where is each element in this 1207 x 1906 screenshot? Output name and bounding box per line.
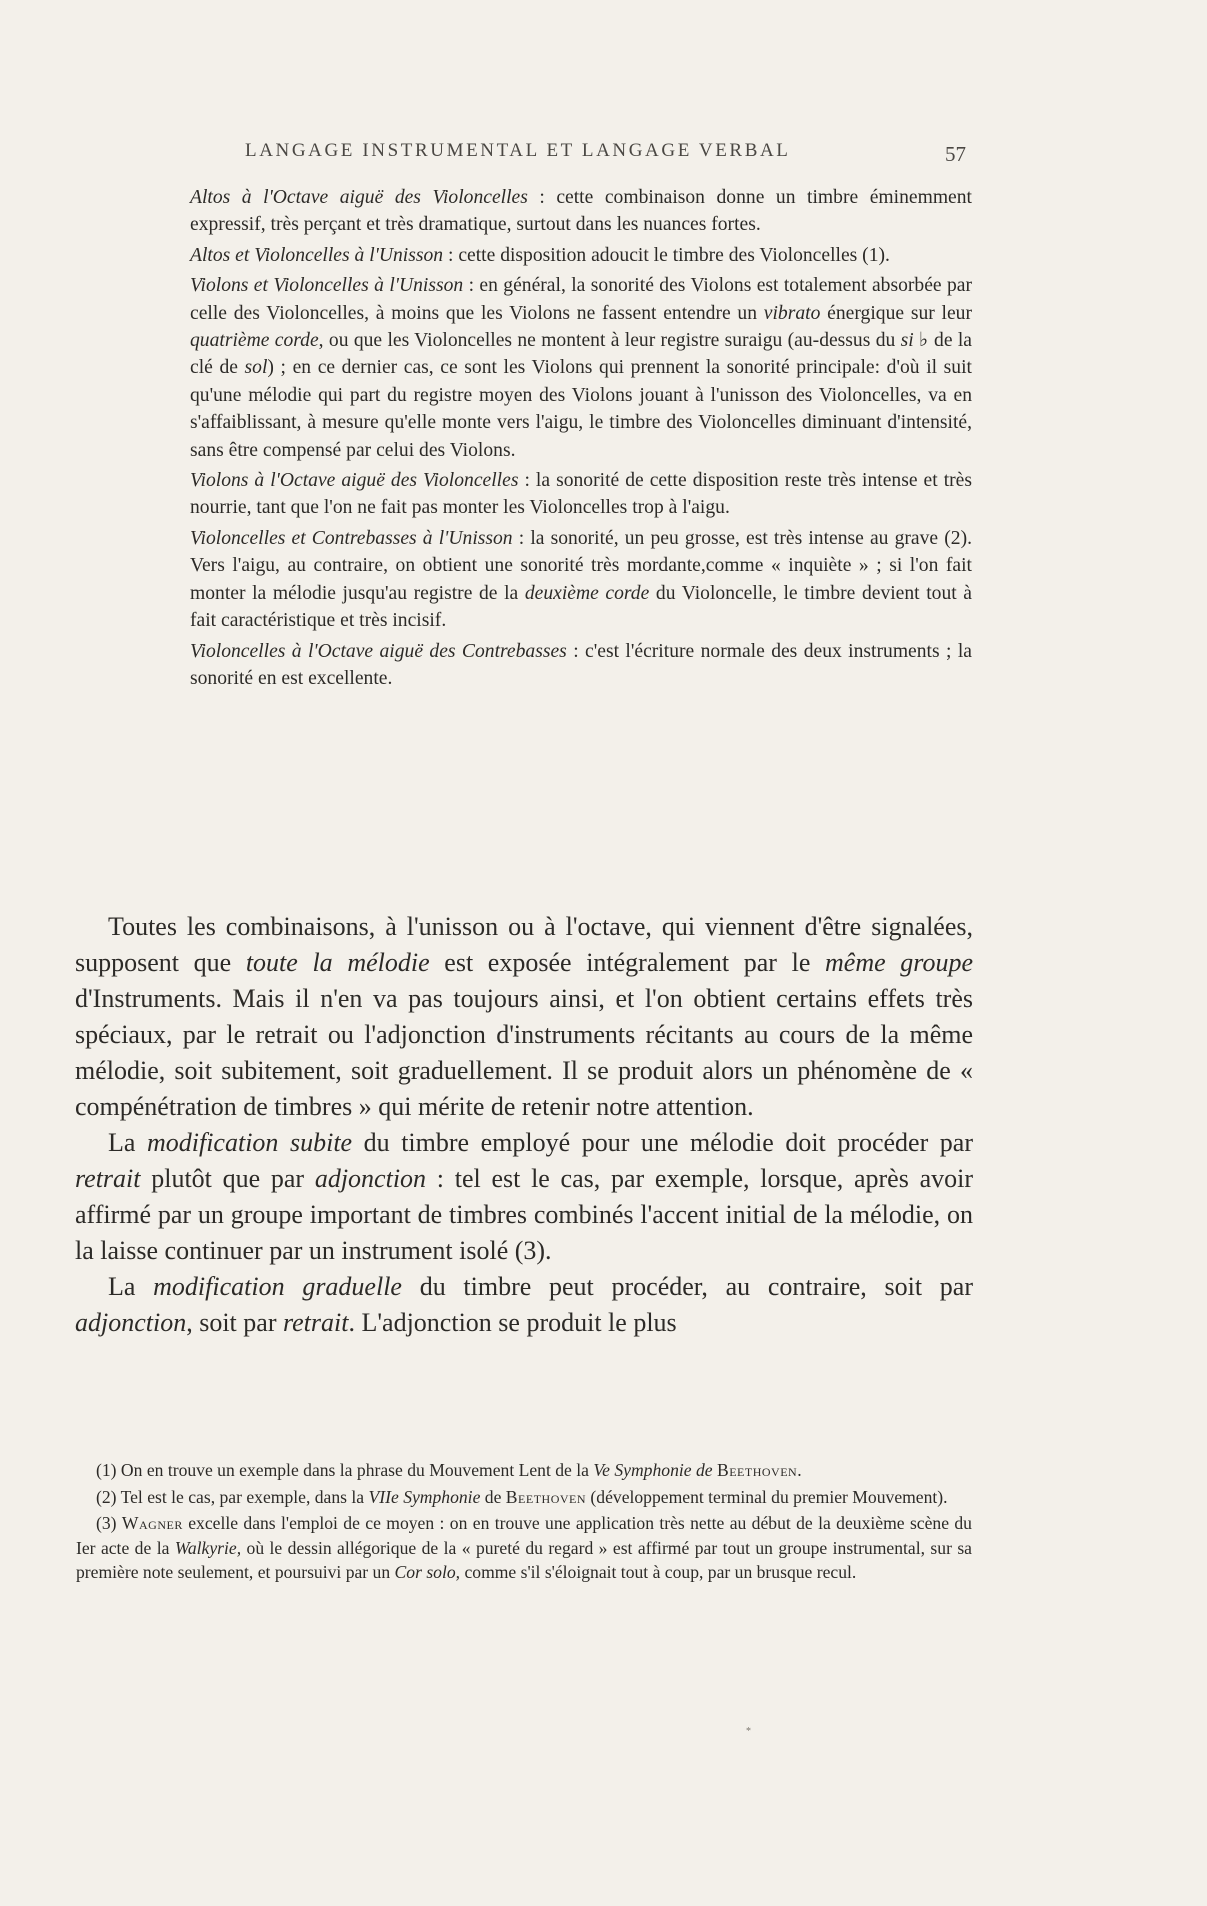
page-number: 57 [945, 142, 966, 166]
combination-item [190, 242, 972, 269]
text-run: . L'adjonction se produit le plus [348, 1308, 677, 1337]
combination-item [190, 272, 972, 464]
text-run: excelle dans l'emploi de ce moyen : on en trouve une application très nette au début de la deuxième scène du Ier acte de la [76, 1513, 972, 1558]
footnote [76, 1485, 972, 1510]
paragraph [75, 1269, 973, 1341]
combination-term: Violoncelles à l'Octave aiguë des Contrebasses [190, 640, 567, 662]
combination-text: : la sonorité, un peu grosse, est très intense au grave (2). Vers l'aigu, au contraire, on obtient une sonorité très mordante,comme « inquiète » ; si l'on fait monter la mélodie jusqu'au registre de la [190, 527, 972, 604]
text-run: La [108, 1272, 154, 1301]
italic-text: retrait [75, 1164, 141, 1193]
combination-text: : en général, la sonorité des Violons est totalement absorbée par celle des Violoncelles, à moins que les Violons ne fassent entendre un [190, 275, 972, 324]
combination-term: Altos et Violoncelles à l'Unisson [190, 244, 444, 266]
text-run: où le dessin allégorique de la « pureté du regard » est affirmé par tout un groupe instrumental, sur sa première note seulement, et poursuivi par un [76, 1537, 972, 1582]
small-caps-text: Beethoven [505, 1486, 587, 1507]
italic-term: sol [244, 357, 268, 379]
combination-text: de la clé de [190, 330, 972, 379]
italic-term: si ♭ [900, 330, 929, 352]
combination-item [190, 525, 972, 635]
combination-term: Violons à l'Octave aiguë des Violoncelles [190, 470, 519, 492]
italic-text: Cor solo, [394, 1562, 461, 1582]
combination-text: énergique sur leur [820, 302, 972, 324]
text-run: Toutes les combinaisons, à l'unisson ou à l'octave, qui viennent d'être signalées, supposent que [75, 912, 973, 977]
italic-text: modification subite [146, 1128, 353, 1157]
italic-text: modification graduelle [153, 1272, 402, 1301]
text-run: (1) On en trouve un exemple dans la phrase du Mouvement Lent de la [96, 1460, 594, 1480]
combination-text: : cette disposition adoucit le timbre des Violoncelles (1). [443, 244, 890, 266]
text-run: de [480, 1486, 506, 1507]
combination-term: Violons et Violoncelles à l'Unisson [190, 275, 464, 297]
running-head: LANGAGE INSTRUMENTAL ET LANGAGE VERBAL [245, 140, 791, 161]
text-run: d'Instruments. Mais il n'en va pas toujours ainsi, et l'on obtient certains effets très spéciaux, par le retrait ou l'adjonction d'instruments récitants au cours de la même mélodie, soit subitement, soit graduellement. Il se produit alors un phénomène de « compénétration de timbres » qui mérite de retenir notre attention. [75, 984, 973, 1121]
paragraph [75, 1125, 973, 1269]
small-caps-text: Beethoven [716, 1460, 798, 1480]
text-run: (2) Tel est le cas, par exemple, dans la [96, 1486, 369, 1507]
combination-text: : la sonorité de cette disposition reste très intense et très nourrie, tant que l'on ne fait pas monter les Violoncelles trop à l'aigu. [190, 470, 973, 519]
combination-text: : c'est l'écriture normale des deux instruments ; la sonorité en est excellente. [190, 640, 972, 689]
footnote [76, 1458, 972, 1483]
combination-list [190, 184, 972, 695]
combination-item [190, 467, 972, 522]
italic-text: même groupe [825, 948, 974, 977]
text-run: (développement terminal du premier Mouvement). [586, 1486, 948, 1507]
text-run: comme s'il s'éloignait tout à coup, par un brusque recul. [460, 1562, 857, 1582]
combination-text: : cette combinaison donne un timbre éminemment expressif, très perçant et très dramatique, surtout dans les nuances fortes. [190, 187, 972, 236]
main-text [75, 909, 973, 1341]
text-run: plutôt que par [140, 1164, 315, 1193]
text-run: . [797, 1460, 802, 1480]
italic-text: toute la mélodie [245, 948, 430, 977]
footnote [76, 1511, 972, 1585]
text-run: , soit par [186, 1308, 283, 1337]
italic-text: adjonction [314, 1164, 427, 1193]
combination-item [190, 184, 972, 239]
italic-text: retrait [282, 1308, 349, 1337]
page-mark: * [746, 1726, 751, 1737]
small-caps-text: Wagner [121, 1513, 183, 1533]
italic-text: VIIe Symphonie [368, 1486, 481, 1507]
text-run: du timbre employé pour une mélodie doit procéder par [352, 1128, 974, 1157]
text-run: du timbre peut procéder, au contraire, soit par [401, 1272, 973, 1301]
combination-text: , ou que les Violoncelles ne montent à leur registre suraigu (au-dessus du [318, 330, 901, 352]
text-run: (3) [96, 1513, 122, 1533]
text-run: La [108, 1128, 147, 1157]
combination-item [190, 638, 972, 693]
combination-term: Altos à l'Octave aiguë des Violoncelles [190, 187, 528, 208]
italic-text: Ve Symphonie de [593, 1460, 713, 1480]
italic-term: quatrième corde [190, 330, 319, 352]
combination-text: ) ; en ce dernier cas, ce sont les Violons qui prennent la sonorité principale: d'où il suit qu'une mélodie qui part du registre moyen des Violons jouant à l'unisson des Violoncelles, va en s'affaiblissant, à mesure qu'elle monte vers l'aigu, le timbre des Violoncelles diminuant d'intensité, sans être compensé par celui des Violons. [190, 357, 972, 461]
italic-text: Walkyrie, [174, 1537, 242, 1558]
page-header [0, 140, 1207, 174]
footnotes [76, 1458, 972, 1587]
paragraph [75, 909, 973, 1125]
combination-term: Violoncelles et Contrebasses à l'Unisson [190, 527, 513, 549]
text-run: : tel est le cas, par exemple, lorsque, après avoir affirmé par un groupe important de timbres combinés l'accent initial de la mélodie, on la laisse continuer par un instrument isolé (3). [75, 1164, 973, 1265]
italic-text: adjonction [75, 1308, 187, 1337]
combination-text: du Violoncelle, le timbre devient tout à fait caractéristique et très incisif. [190, 582, 972, 632]
italic-term: vibrato [763, 302, 821, 324]
text-run: est exposée intégralement par le [429, 948, 826, 977]
italic-term: deuxième corde [524, 582, 650, 604]
